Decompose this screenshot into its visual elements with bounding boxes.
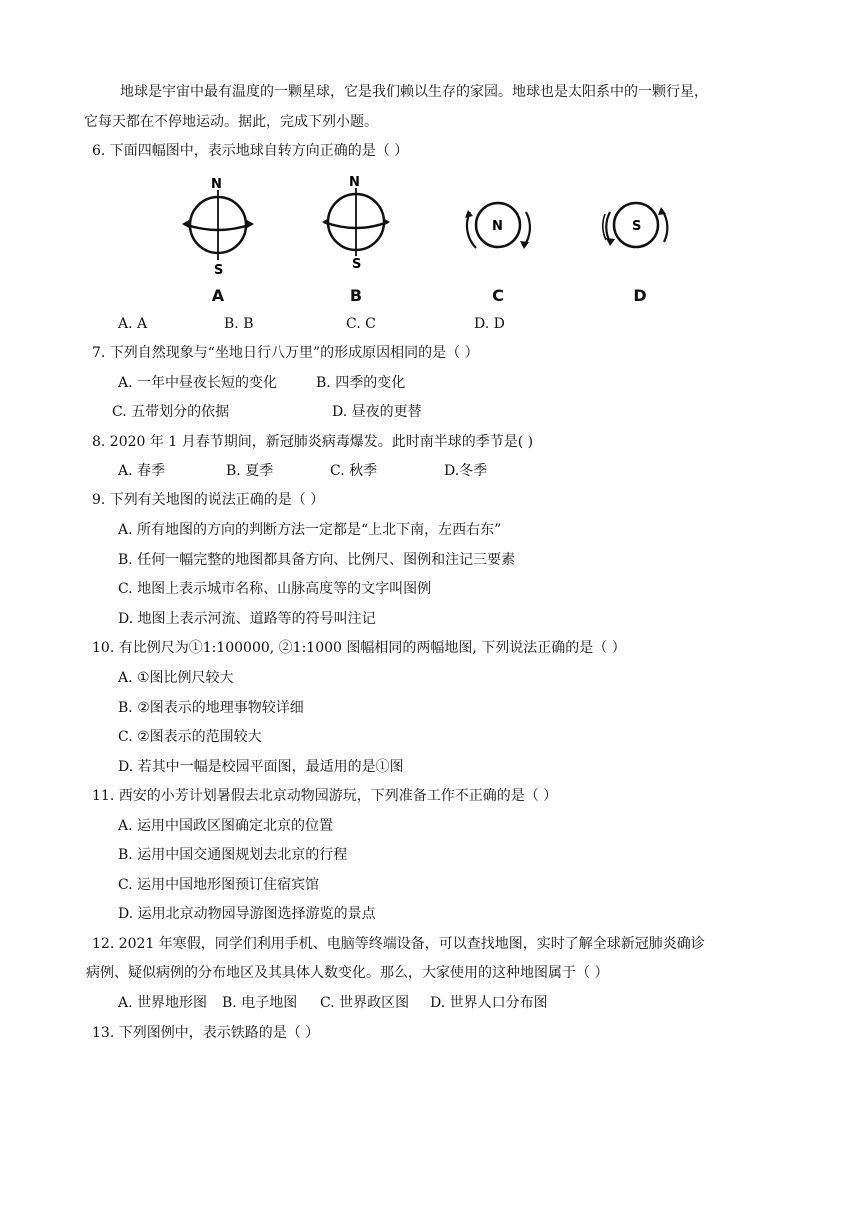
q7-option-b[interactable]: B. 四季的变化 bbox=[316, 375, 406, 391]
q10-option-d[interactable]: D. 若其中一幅是校园平面图，最适用的是①图 bbox=[118, 759, 404, 775]
q11-option-b[interactable]: B. 运用中国交通图规划去北京的行程 bbox=[118, 847, 348, 863]
fig-b-bottom-pole: S bbox=[352, 257, 362, 272]
q12-option-b[interactable]: B. 电子地图 bbox=[222, 995, 298, 1011]
question-8-stem: 8. 2020 年 1 月春节期间，新冠肺炎病毒爆发。此时南半球的季节是( ) bbox=[92, 434, 534, 450]
q6-option-b[interactable]: B. B bbox=[224, 316, 254, 332]
q6-option-c[interactable]: C. C bbox=[346, 316, 376, 332]
question-7-stem: 7. 下列自然现象与“坐地日行八万里”的形成原因相同的是（ ） bbox=[92, 345, 479, 361]
intro-line-2: 它每天都在不停地运动。据此，完成下列小题。 bbox=[84, 114, 378, 130]
question-10-stem: 10. 有比例尺为①1:100000, ②1:1000 图幅相同的两幅地图, 下列说法正确的是（ ） bbox=[92, 640, 626, 656]
globe-side-view-a-icon bbox=[170, 170, 280, 280]
fig-c-center-pole: N bbox=[492, 219, 503, 234]
q8-option-d[interactable]: D.冬季 bbox=[444, 463, 488, 479]
earth-rotation-figure bbox=[170, 170, 690, 305]
globe-polar-view-c-icon bbox=[448, 170, 558, 280]
q10-option-b[interactable]: B. ②图表示的地理事物较详细 bbox=[118, 700, 304, 716]
fig-a-top-pole: N bbox=[211, 177, 222, 192]
q11-option-a[interactable]: A. 运用中国政区图确定北京的位置 bbox=[118, 818, 334, 834]
fig-d-center-pole: S bbox=[632, 219, 642, 234]
q12-option-c[interactable]: C. 世界政区图 bbox=[320, 995, 410, 1011]
q8-option-c[interactable]: C. 秋季 bbox=[330, 463, 378, 479]
figure-option-a bbox=[170, 170, 280, 305]
q7-option-a[interactable]: A. 一年中昼夜长短的变化 bbox=[118, 375, 278, 391]
question-13-stem: 13. 下列图例中，表示铁路的是（ ） bbox=[92, 1025, 320, 1041]
figure-option-d bbox=[588, 170, 698, 305]
figure-option-c bbox=[448, 170, 558, 305]
q11-option-d[interactable]: D. 运用北京动物园导游图选择游览的景点 bbox=[118, 906, 376, 922]
question-6-stem: 6. 下面四幅图中，表示地球自转方向正确的是（ ） bbox=[92, 143, 409, 159]
q10-option-a[interactable]: A. ①图比例尺较大 bbox=[118, 670, 234, 686]
q6-option-a[interactable]: A. A bbox=[118, 316, 148, 332]
fig-d-label: D bbox=[633, 286, 647, 305]
globe-side-view-b-icon bbox=[308, 170, 418, 280]
q12-option-a[interactable]: A. 世界地形图 bbox=[118, 995, 208, 1011]
figure-option-b bbox=[308, 170, 418, 305]
fig-c-label: C bbox=[492, 286, 504, 305]
q9-option-d[interactable]: D. 地图上表示河流、道路等的符号叫注记 bbox=[118, 611, 376, 627]
question-9-stem: 9. 下列有关地图的说法正确的是（ ） bbox=[92, 492, 325, 508]
intro-line-1: 地球是宇宙中最有温度的一颗星球，它是我们赖以生存的家园。地球也是太阳系中的一颗行星， bbox=[120, 84, 708, 100]
q8-option-b[interactable]: B. 夏季 bbox=[226, 463, 274, 479]
fig-b-top-pole: N bbox=[349, 175, 360, 190]
fig-a-bottom-pole: S bbox=[214, 263, 224, 278]
question-12-stem-line-2: 病例、疑似病例的分布地区及其具体人数变化。那么，大家使用的这种地图属于（ ） bbox=[86, 965, 609, 981]
question-12-stem-line-1: 12. 2021 年寒假，同学们利用手机、电脑等终端设备，可以查找地图，实时了解全球新冠肺炎确诊 bbox=[92, 936, 705, 952]
q7-option-c[interactable]: C. 五带划分的依据 bbox=[112, 404, 230, 420]
q11-option-c[interactable]: C. 运用中国地形图预订住宿宾馆 bbox=[118, 877, 320, 893]
q12-option-d[interactable]: D. 世界人口分布图 bbox=[430, 995, 548, 1011]
q8-option-a[interactable]: A. 春季 bbox=[118, 463, 166, 479]
q9-option-c[interactable]: C. 地图上表示城市名称、山脉高度等的文字叫图例 bbox=[118, 581, 432, 597]
question-11-stem: 11. 西安的小芳计划暑假去北京动物园游玩，下列准备工作不正确的是（ ） bbox=[92, 788, 558, 804]
q10-option-c[interactable]: C. ②图表示的范围较大 bbox=[118, 729, 262, 745]
fig-b-label: B bbox=[349, 286, 363, 305]
q9-option-a[interactable]: A. 所有地图的方向的判断方法一定都是“上北下南，左西右东” bbox=[118, 522, 502, 538]
q6-option-d[interactable]: D. D bbox=[474, 316, 505, 332]
globe-polar-view-d-icon bbox=[588, 170, 698, 280]
q9-option-b[interactable]: B. 任何一幅完整的地图都具备方向、比例尺、图例和注记三要素 bbox=[118, 552, 516, 568]
q7-option-d[interactable]: D. 昼夜的更替 bbox=[332, 404, 422, 420]
fig-a-label: A bbox=[211, 286, 225, 305]
